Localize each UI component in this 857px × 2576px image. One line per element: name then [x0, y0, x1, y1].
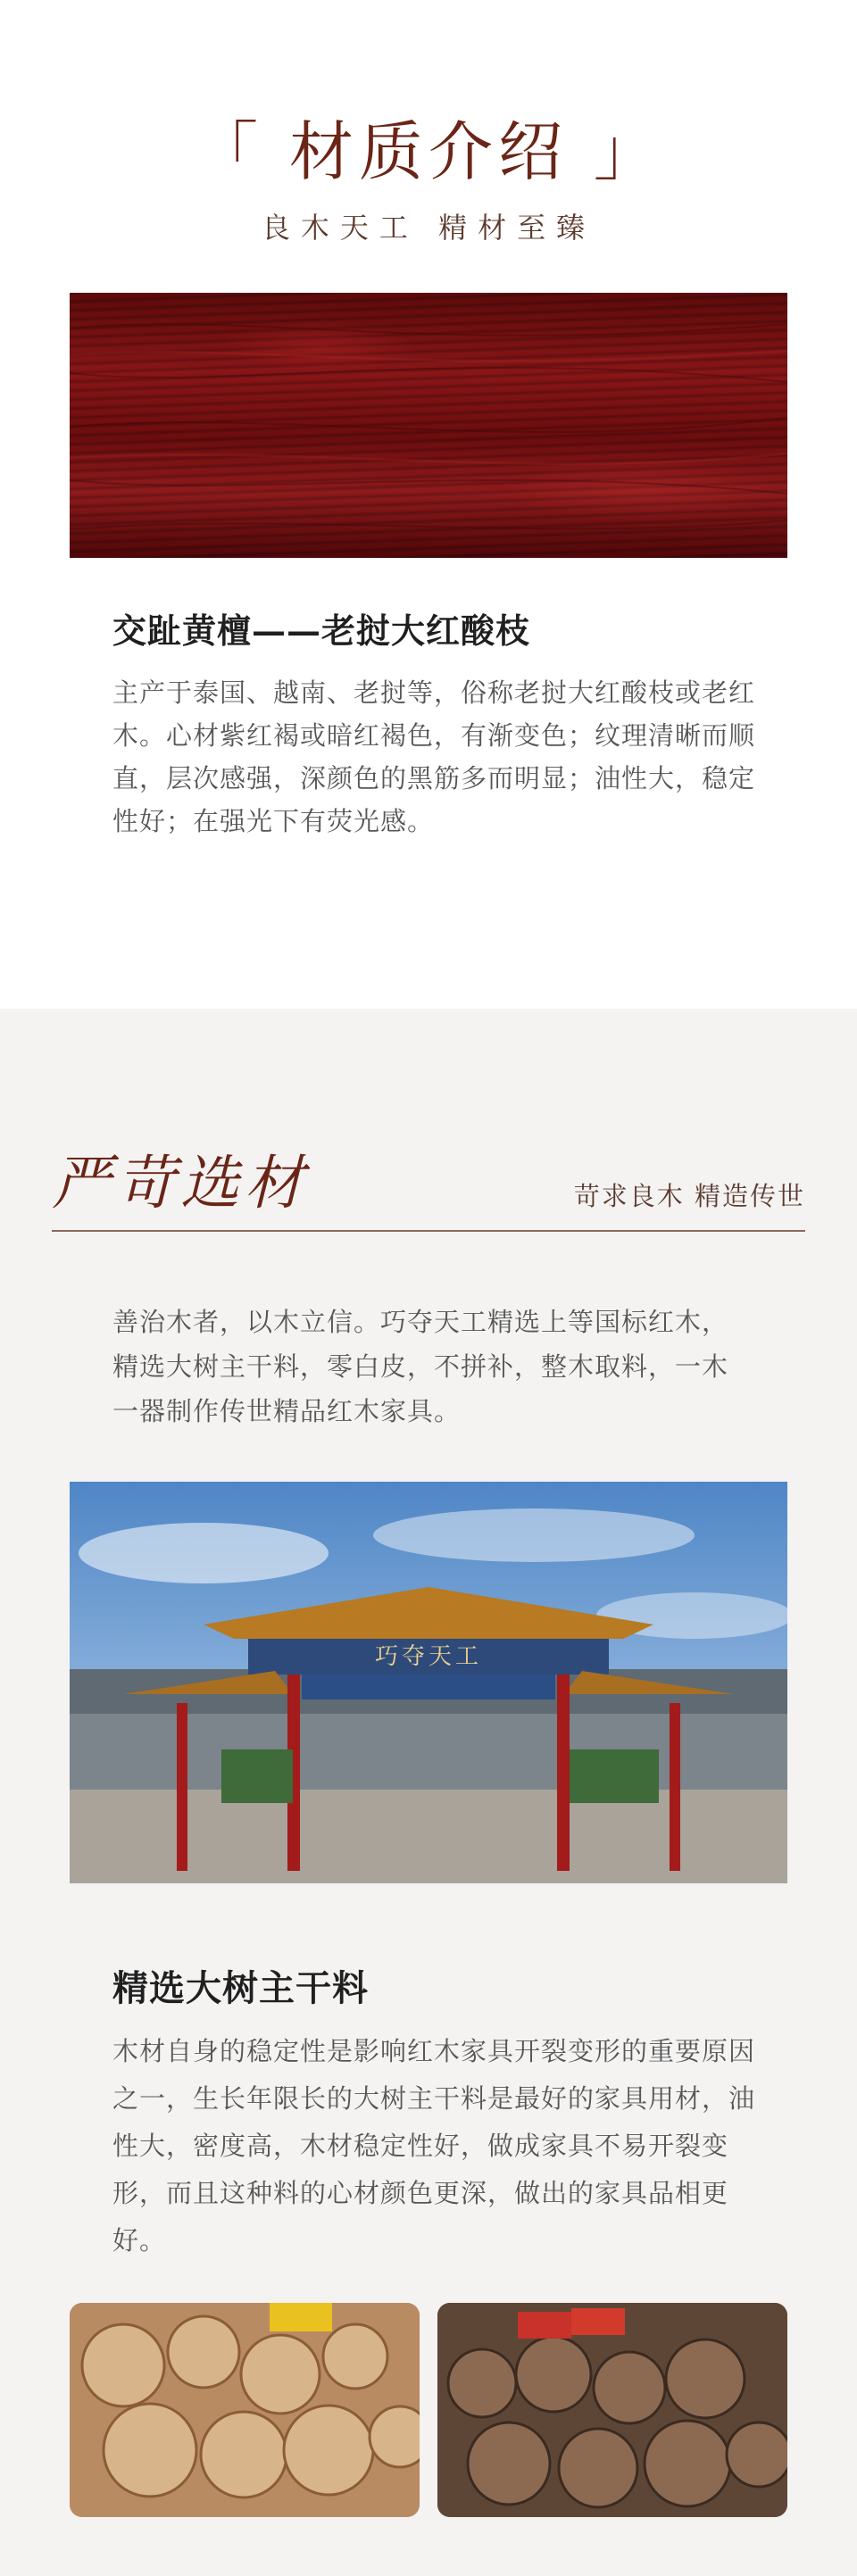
selection-section-title: 严苛选材	[52, 1149, 309, 1217]
rosewood-texture-image	[70, 293, 787, 558]
log-pile-photo-right	[437, 2303, 787, 2517]
selection-description: 善治木者，以木立信。巧夺天工精选上等国标红木，精选大树主干料，零白皮，不拼补，整木取料，一木一器制作传世精品红木家具。	[112, 1307, 729, 1426]
trunk-heading: 精选大树主干料	[112, 1967, 369, 2009]
material-section-subtitle: 良木天工 精材至臻	[261, 211, 596, 245]
selection-section-subtitle: 苛求良木 精造传世	[573, 1181, 805, 1211]
section-divider	[52, 1230, 805, 1232]
gate-sign: 巧夺天工	[374, 1643, 482, 1670]
wood-name-heading: 交趾黄檀——老挝大红酸枝	[112, 611, 531, 651]
material-section-title: 「 材质介绍 」	[194, 114, 663, 189]
log-pile-photo-left	[70, 2303, 420, 2517]
factory-gate-photo	[70, 1482, 787, 1883]
trunk-description: 木材自身的稳定性是影响红木家具开裂变形的重要原因之一，生长年限长的大树主干料是最好的家具用材，油性大，密度高，木材稳定性好，做成家具不易开裂变形，而且这种料的心材颜色更深，做出的家具品相更好。	[112, 2036, 756, 2256]
wood-description: 主产于泰国、越南、老挝等，俗称老挝大红酸枝或老红木。心材紫红褐或暗红褐色，有渐变色；纹理清晰而顺直，层次感强，深颜色的黑筋多而明显；油性大，稳定性好；在强光下有荧光感。	[112, 677, 756, 836]
